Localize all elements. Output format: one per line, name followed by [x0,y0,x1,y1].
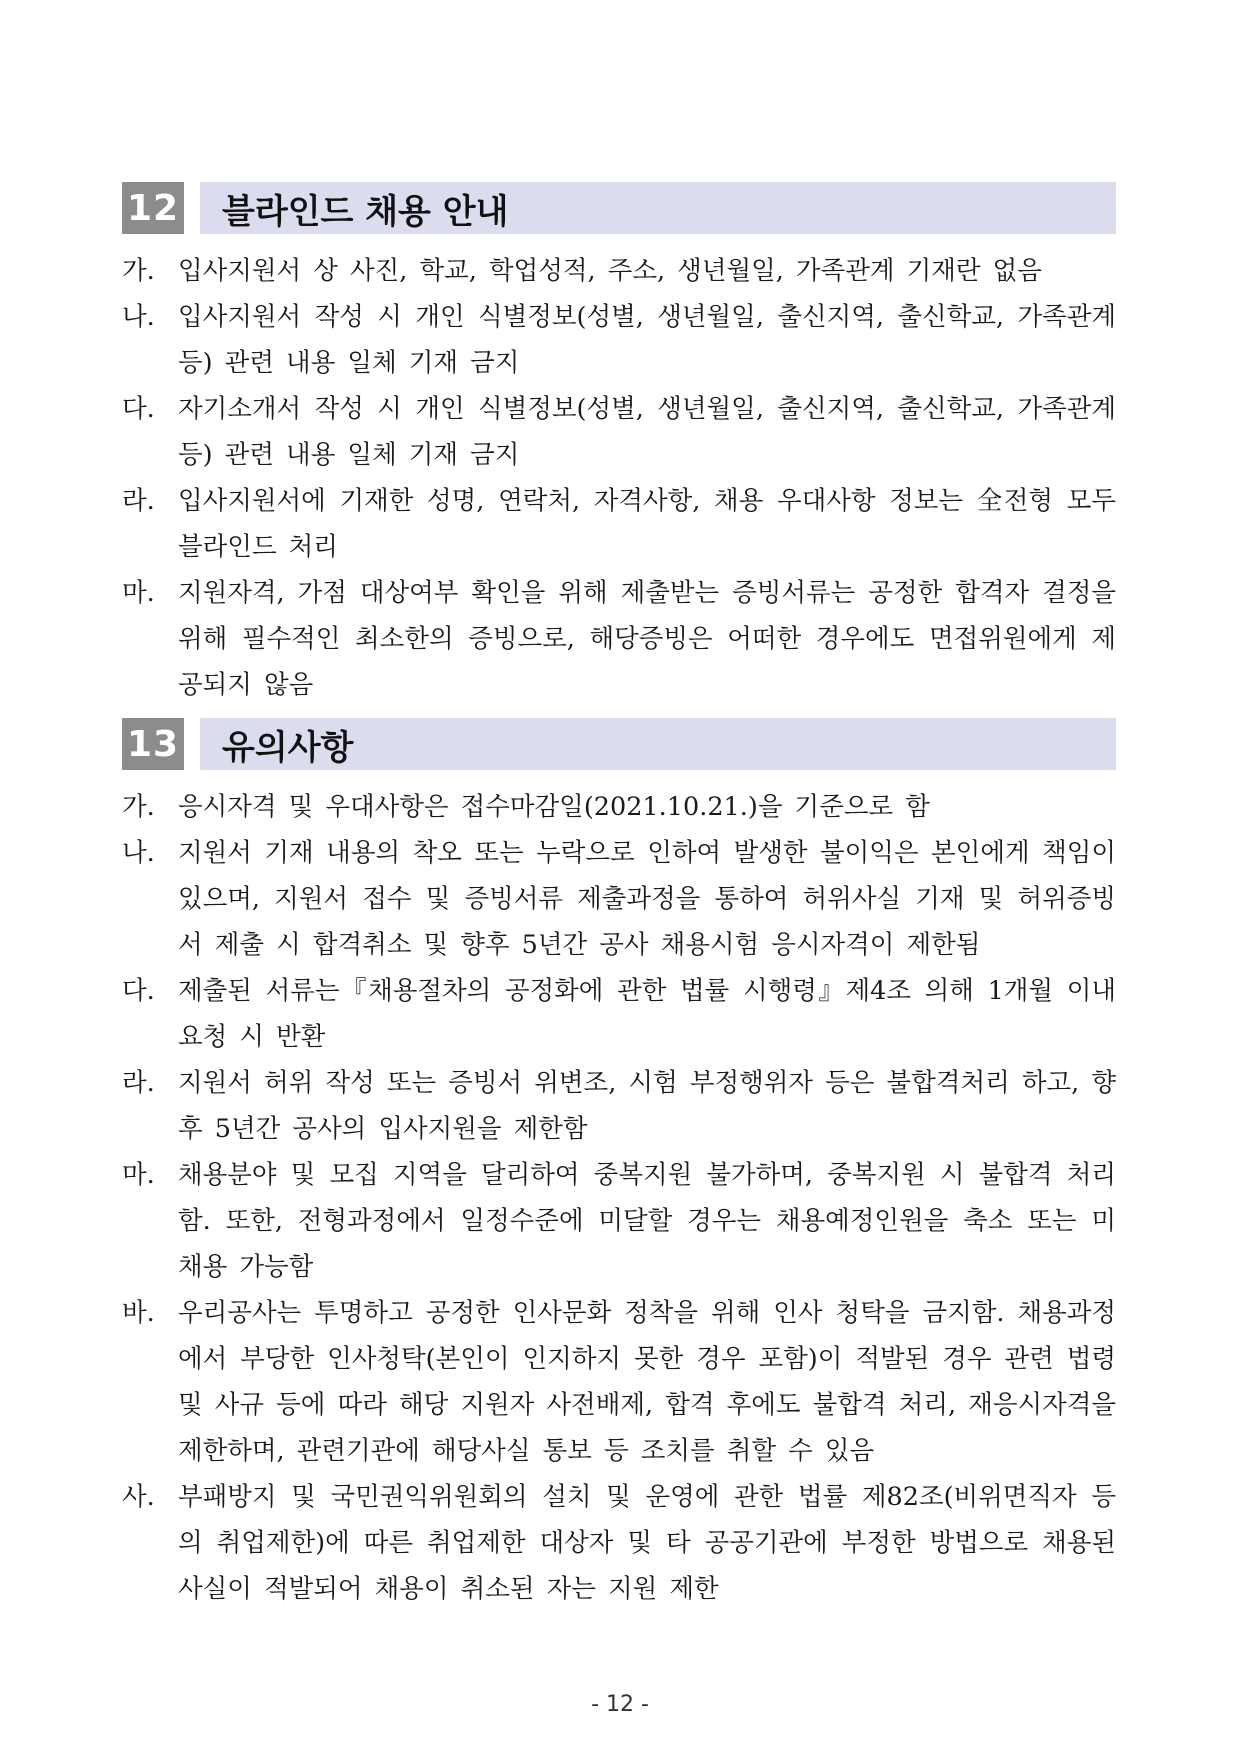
item-text: 입사지원서에 기재한 성명, 연락처, 자격사항, 채용 우대사항 정보는 全전형 모두 블라인드 처리 [178,486,1116,562]
item-marker: 마. [122,578,155,608]
list-item [122,386,1116,478]
item-text: 입사지원서 작성 시 개인 식별정보(성별, 생년월일, 출신지역, 출신학교, 가족관계 등) 관련 내용 일체 기재 금지 [178,302,1116,378]
section-header [122,182,1116,234]
list-item [122,830,1116,968]
item-marker: 다. [122,976,155,1006]
item-marker: 라. [122,486,155,516]
section-number: 13 [122,718,184,770]
list-item [122,968,1116,1060]
section-number: 12 [122,182,184,234]
section-title: 블라인드 채용 안내 [222,191,509,232]
list-item [122,1152,1116,1290]
section-title-bar [200,718,1116,770]
list-item [122,784,1116,830]
item-marker: 바. [122,1298,155,1328]
item-marker: 마. [122,1160,155,1190]
section-title-bar [200,182,1116,234]
item-marker: 사. [122,1482,155,1512]
item-text: 지원서 기재 내용의 착오 또는 누락으로 인하여 발생한 불이익은 본인에게 책임이 있으며, 지원서 접수 및 증빙서류 제출과정을 통하여 허위사실 기재 및 허위증빙서 제출 시 합격취소 및 향후 5년간 공사 채용시험 응시자격이 제한됨 [178,838,1116,960]
item-marker: 나. [122,838,155,868]
list-item [122,1060,1116,1152]
item-text: 지원자격, 가점 대상여부 확인을 위해 제출받는 증빙서류는 공정한 합격자 결정을 위해 필수적인 최소한의 증빙으로, 해당증빙은 어떠한 경우에도 면접위원에게 제공되지 않음 [178,578,1116,700]
section-blind-hiring [122,182,1116,708]
section-notes [122,718,1116,1612]
item-list [122,784,1116,1612]
item-marker: 나. [122,302,155,332]
item-text: 채용분야 및 모집 지역을 달리하여 중복지원 불가하며, 중복지원 시 불합격 처리함. 또한, 전형과정에서 일정수준에 미달할 경우는 채용예정인원을 축소 또는 미채용 가능함 [178,1160,1116,1282]
item-marker: 다. [122,394,155,424]
item-marker: 가. [122,256,155,286]
item-text: 제출된 서류는『채용절차의 공정화에 관한 법률 시행령』제4조 의해 1개월 이내 요청 시 반환 [178,976,1116,1052]
list-item [122,248,1116,294]
item-marker: 가. [122,792,155,822]
page-number: - 12 - [591,1692,649,1717]
item-text: 지원서 허위 작성 또는 증빙서 위변조, 시험 부정행위자 등은 불합격처리 하고, 향후 5년간 공사의 입사지원을 제한함 [178,1068,1116,1144]
item-text: 부패방지 및 국민권익위원회의 설치 및 운영에 관한 법률 제82조(비위면직자 등의 취업제한)에 따른 취업제한 대상자 및 타 공공기관에 부정한 방법으로 채용된 사실이 적발되어 채용이 취소된 자는 지원 제한 [178,1482,1116,1604]
section-header [122,718,1116,770]
item-list [122,248,1116,708]
item-text: 자기소개서 작성 시 개인 식별정보(성별, 생년월일, 출신지역, 출신학교, 가족관계 등) 관련 내용 일체 기재 금지 [178,394,1116,470]
section-title: 유의사항 [222,727,354,768]
list-item [122,294,1116,386]
item-text: 우리공사는 투명하고 공정한 인사문화 정착을 위해 인사 청탁을 금지함. 채용과정에서 부당한 인사청탁(본인이 인지하지 못한 경우 포함)이 적발된 경우 관련 법령 및 사규 등에 따라 해당 지원자 사전배제, 합격 후에도 불합격 처리, 재응시자격을 제한하며, 관련기관에 해당사실 통보 등 조치를 취할 수 있음 [178,1298,1116,1466]
item-marker: 라. [122,1068,155,1098]
list-item [122,478,1116,570]
item-text: 응시자격 및 우대사항은 접수마감일(2021.10.21.)을 기준으로 함 [178,792,930,822]
list-item [122,1474,1116,1612]
item-text: 입사지원서 상 사진, 학교, 학업성적, 주소, 생년월일, 가족관계 기재란 없음 [178,256,1042,286]
list-item [122,1290,1116,1474]
list-item [122,570,1116,708]
